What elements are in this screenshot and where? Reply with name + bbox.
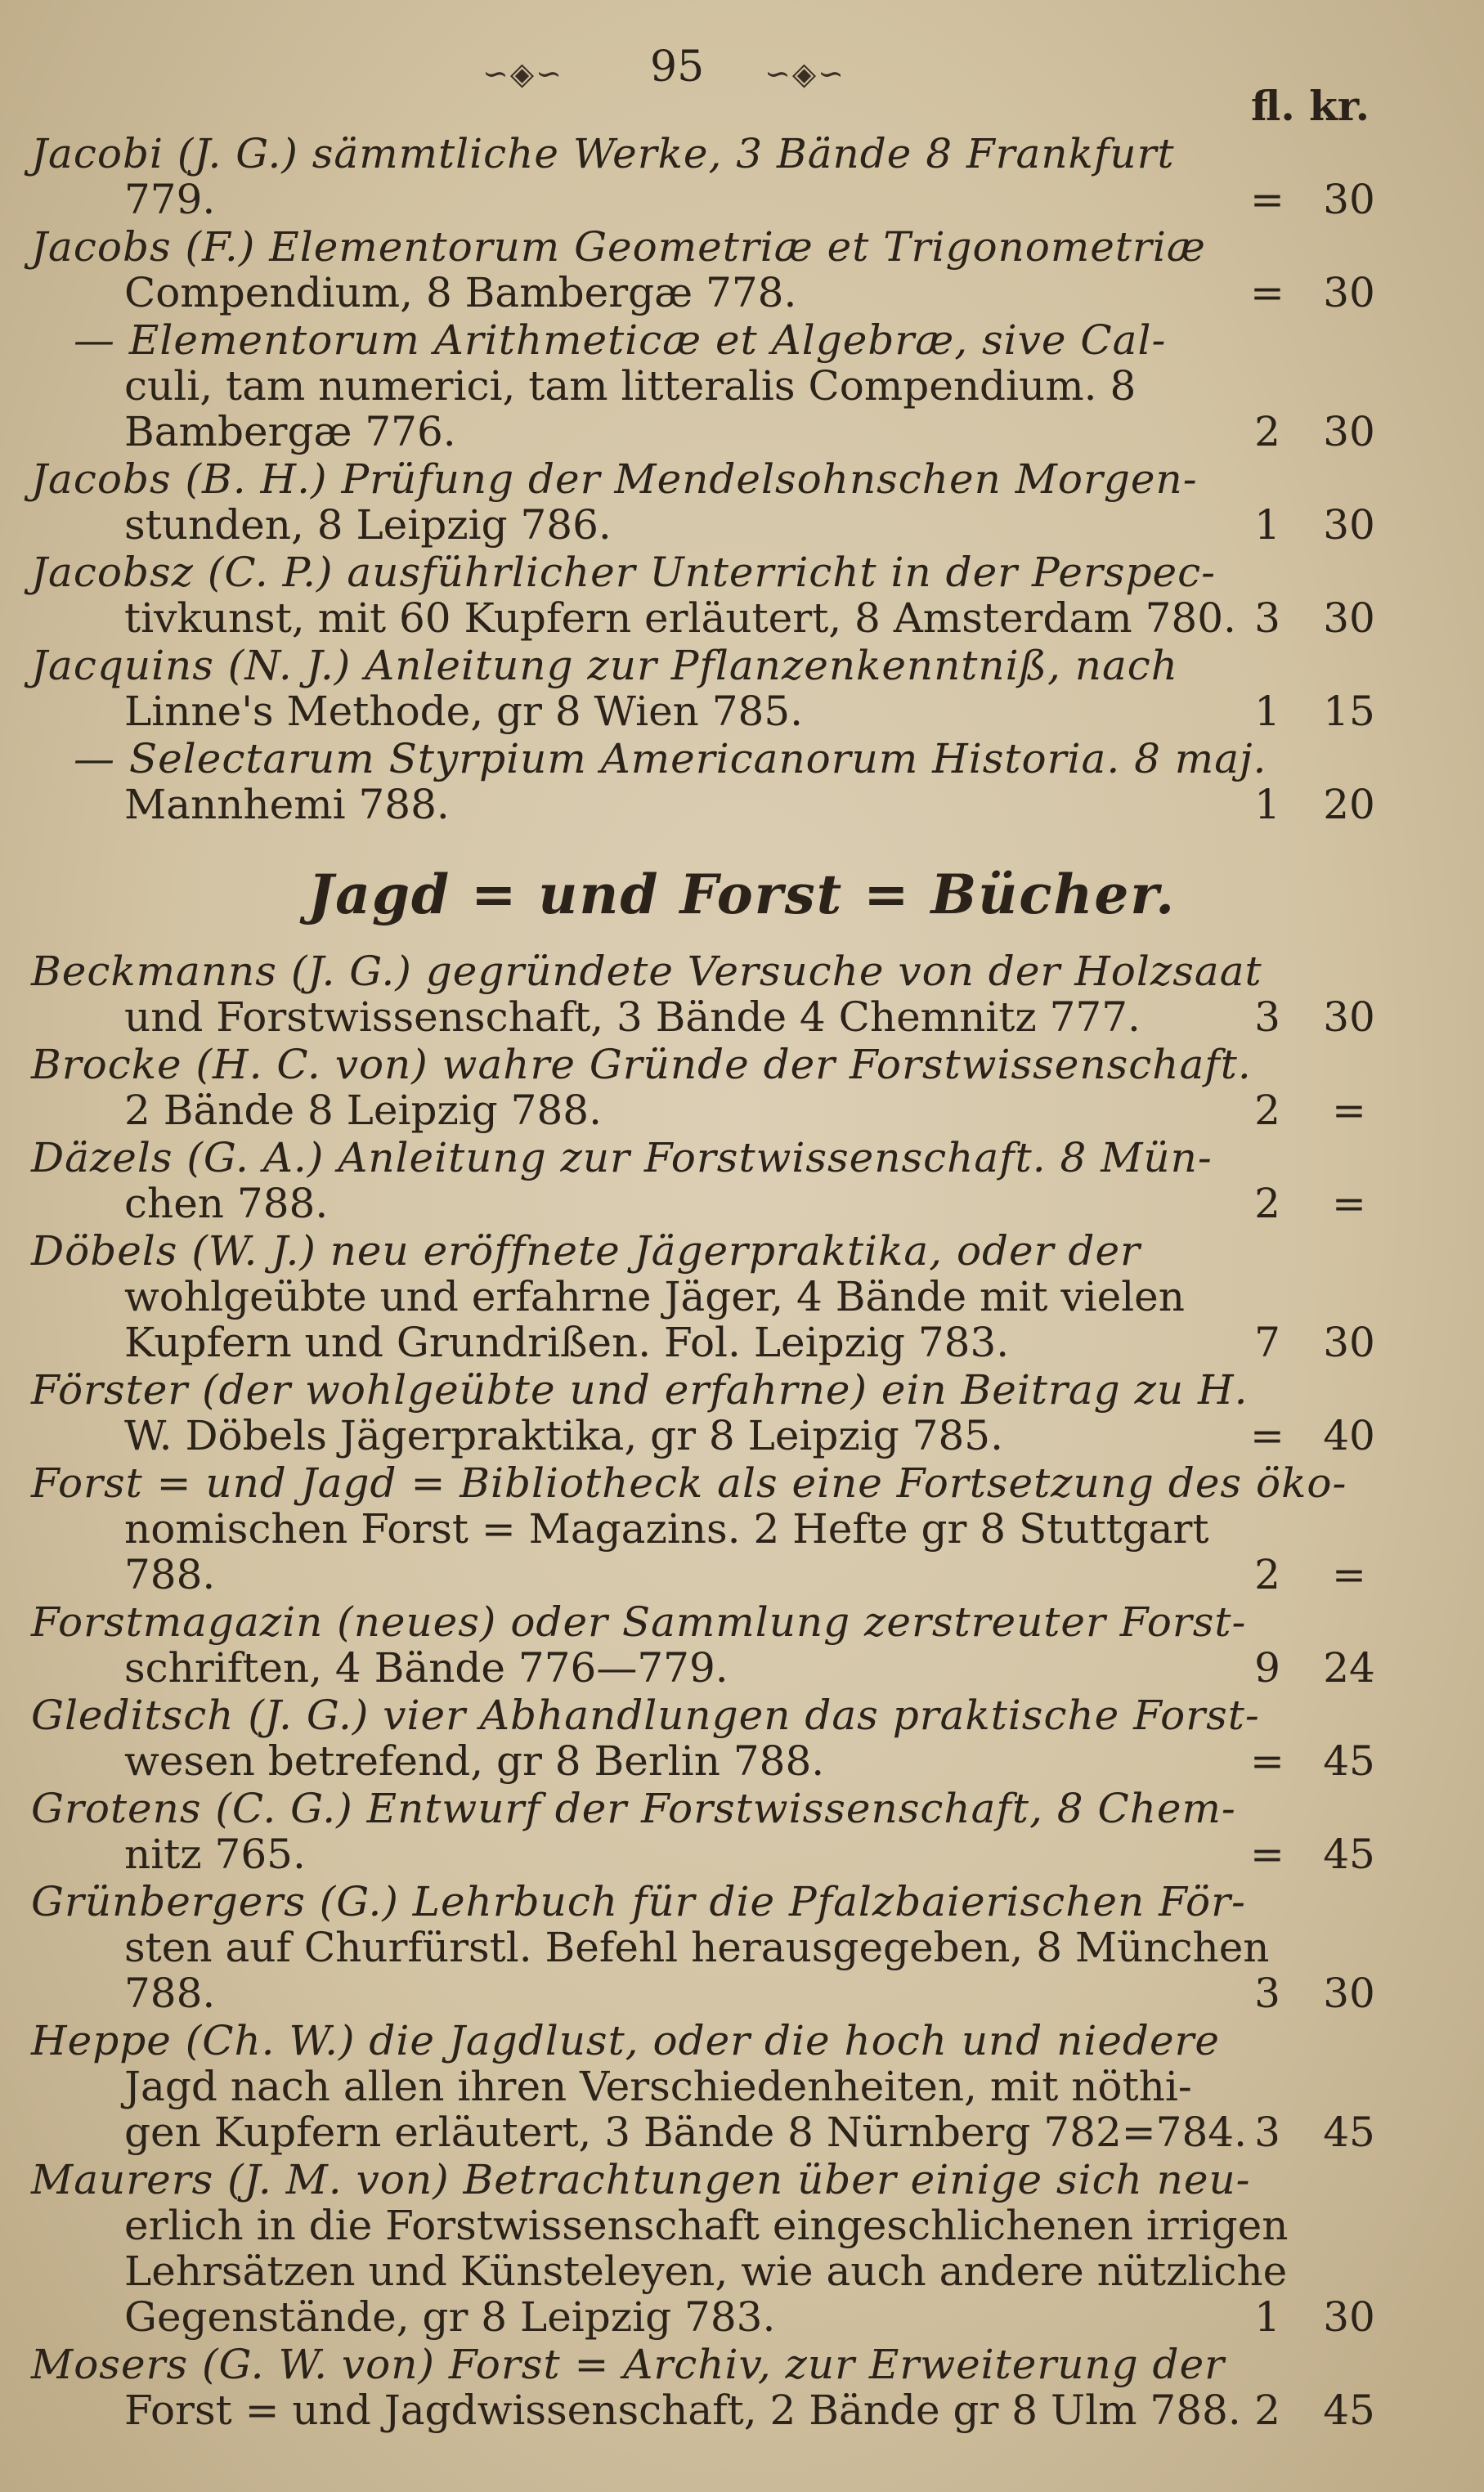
- entry-continuation-line: Linne's Methode, gr 8 Wien 785.: [124, 688, 804, 735]
- price-florin: 3: [1254, 1970, 1280, 2017]
- entry-title-line: Jacquins (N. J.) Anleitung zur Pflanzenkenntniß, nach: [31, 642, 1178, 689]
- entry-continuation-line: tivkunst, mit 60 Kupfern erläutert, 8 Amsterdam 780.: [124, 594, 1236, 642]
- entry-title-line: — Selectarum Styrpium Americanorum Historia. 8 maj.: [74, 735, 1267, 782]
- price-florin: =: [1250, 269, 1284, 316]
- entry-continuation-line: sten auf Churfürstl. Befehl herausgegeben, 8 München: [124, 1924, 1270, 1971]
- entry-title-line: Heppe (Ch. W.) die Jagdlust, oder die hoch und niedere: [31, 2017, 1221, 2064]
- price-kreuzer: 20: [1323, 781, 1375, 828]
- price-kreuzer: 30: [1323, 269, 1375, 316]
- price-florin: 2: [1254, 1087, 1280, 1134]
- entry-title-line: Brocke (H. C. von) wahre Gründe der Forstwissenschaft.: [31, 1041, 1252, 1088]
- entry-continuation-line: 788.: [124, 1551, 216, 1598]
- entry-continuation-line: Kupfern und Grundrißen. Fol. Leipzig 783.: [124, 1319, 1010, 1366]
- price-kreuzer: 30: [1323, 2293, 1375, 2341]
- price-kreuzer: 30: [1323, 408, 1375, 455]
- ornament-left-icon: ∽◈∽: [482, 56, 563, 92]
- entry-title-line: Jacobs (B. H.) Prüfung der Mendelsohnschen Morgen-: [31, 455, 1198, 503]
- entry-continuation-line: wesen betrefend, gr 8 Berlin 788.: [124, 1737, 825, 1785]
- price-florin: =: [1250, 1412, 1284, 1459]
- price-kreuzer: =: [1332, 1551, 1366, 1598]
- entry-continuation-line: 788.: [124, 1970, 216, 2017]
- entry-continuation-line: wohlgeübte und erfahrne Jäger, 4 Bände mit vielen: [124, 1273, 1185, 1320]
- price-florin: 1: [1254, 781, 1280, 828]
- entry-continuation-line: chen 788.: [124, 1180, 329, 1227]
- price-florin: =: [1250, 1737, 1284, 1785]
- entry-title-line: Jacobsz (C. P.) ausführlicher Unterricht in der Perspec-: [31, 549, 1217, 596]
- page-header: [0, 33, 1484, 130]
- entry-continuation-line: Forst = und Jagdwissenschaft, 2 Bände gr 8 Ulm 788.: [124, 2387, 1241, 2434]
- price-florin: 2: [1254, 2387, 1280, 2434]
- price-florin: 1: [1254, 688, 1280, 735]
- entry-title-line: Beckmanns (J. G.) gegründete Versuche von der Holzsaat: [31, 948, 1262, 995]
- entry-title-line: Jacobi (J. G.) sämmtliche Werke, 3 Bände 8 Frankfurt: [31, 130, 1175, 177]
- price-florin: =: [1250, 1831, 1284, 1878]
- price-florin: 3: [1254, 2109, 1280, 2156]
- entry-continuation-line: erlich in die Forstwissenschaft eingeschlichenen irrigen: [124, 2202, 1289, 2249]
- entry-title-line: Grotens (C. G.) Entwurf der Forstwissenschaft, 8 Chem-: [31, 1785, 1236, 1832]
- entry-continuation-line: Gegenstände, gr 8 Leipzig 783.: [124, 2293, 776, 2341]
- price-kreuzer: 24: [1323, 1644, 1375, 1692]
- entry-title-line: Forst = und Jagd = Bibliotheck als eine Fortsetzung des öko-: [31, 1459, 1347, 1507]
- price-florin: 1: [1254, 501, 1280, 549]
- price-florin: 2: [1254, 1551, 1280, 1598]
- price-kreuzer: 15: [1323, 688, 1375, 735]
- price-florin: =: [1250, 176, 1284, 223]
- entry-continuation-line: nomischen Forst = Magazins. 2 Hefte gr 8 Stuttgart: [124, 1505, 1209, 1553]
- entry-title-line: Gleditsch (J. G.) vier Abhandlungen das praktische Forst-: [31, 1692, 1260, 1739]
- entry-title-line: Mosers (G. W. von) Forst = Archiv, zur Erweiterung der: [31, 2341, 1226, 2388]
- price-kreuzer: =: [1332, 1180, 1366, 1227]
- entry-continuation-line: stunden, 8 Leipzig 786.: [124, 501, 612, 549]
- entry-title-line: Döbels (W. J.) neu eröffnete Jägerpraktika, oder der: [31, 1227, 1141, 1275]
- entry-continuation-line: 2 Bände 8 Leipzig 788.: [124, 1087, 603, 1134]
- price-kreuzer: 45: [1323, 1831, 1375, 1878]
- price-kreuzer: 45: [1323, 1737, 1375, 1785]
- price-kreuzer: 45: [1323, 2387, 1375, 2434]
- price-florin: 3: [1254, 993, 1280, 1041]
- entry-continuation-line: 779.: [124, 176, 216, 223]
- ornament-right-icon: ∽◈∽: [764, 56, 845, 92]
- price-kreuzer: 40: [1323, 1412, 1375, 1459]
- price-florin: 7: [1254, 1319, 1280, 1366]
- entry-continuation-line: culi, tam numerici, tam litteralis Compendium. 8: [124, 362, 1137, 410]
- entry-continuation-line: Lehrsätzen und Künsteleyen, wie auch andere nützliche: [124, 2248, 1288, 2295]
- entry-continuation-line: nitz 765.: [124, 1831, 306, 1878]
- entry-title-line: — Elementorum Arithmeticæ et Algebræ, sive Cal-: [74, 316, 1167, 364]
- entry-title-line: Grünbergers (G.) Lehrbuch für die Pfalzbaierischen För-: [31, 1878, 1246, 1925]
- price-florin: 2: [1254, 1180, 1280, 1227]
- entry-continuation-line: Mannhemi 788.: [124, 781, 450, 828]
- price-kreuzer: 30: [1323, 993, 1375, 1041]
- price-florin: 1: [1254, 2293, 1280, 2341]
- entry-continuation-line: gen Kupfern erläutert, 3 Bände 8 Nürnberg 782=784.: [124, 2109, 1247, 2156]
- entry-title-line: Däzels (G. A.) Anleitung zur Forstwissenschaft. 8 Mün-: [31, 1134, 1213, 1181]
- price-kreuzer: =: [1332, 1087, 1366, 1134]
- entry-continuation-line: Compendium, 8 Bambergæ 778.: [124, 269, 797, 316]
- entry-title-line: Jacobs (F.) Elementorum Geometriæ et Trigonometriæ: [31, 223, 1206, 271]
- price-kreuzer: 30: [1323, 594, 1375, 642]
- price-kreuzer: 30: [1323, 1970, 1375, 2017]
- currency-header: fl. kr.: [1251, 82, 1370, 130]
- entry-continuation-line: und Forstwissenschaft, 3 Bände 4 Chemnitz 777.: [124, 993, 1141, 1041]
- price-florin: 9: [1254, 1644, 1280, 1692]
- price-florin: 3: [1254, 594, 1280, 642]
- page-number: 95: [650, 43, 705, 92]
- entry-continuation-line: Jagd nach allen ihren Verschiedenheiten, mit nöthi-: [124, 2063, 1192, 2110]
- price-florin: 2: [1254, 408, 1280, 455]
- price-kreuzer: 45: [1323, 2109, 1375, 2156]
- entry-title-line: Forstmagazin (neues) oder Sammlung zerstreuter Forst-: [31, 1598, 1247, 1646]
- entry-title-line: Maurers (J. M. von) Betrachtungen über einige sich neu-: [31, 2156, 1251, 2203]
- entry-continuation-line: W. Döbels Jägerpraktika, gr 8 Leipzig 785.: [124, 1412, 1003, 1459]
- price-kreuzer: 30: [1323, 176, 1375, 223]
- price-kreuzer: 30: [1323, 1319, 1375, 1366]
- entry-continuation-line: schriften, 4 Bände 776—779.: [124, 1644, 729, 1692]
- section-heading: Jagd = und Forst = Bücher.: [307, 863, 1177, 926]
- price-kreuzer: 30: [1323, 501, 1375, 549]
- entry-title-line: Förster (der wohlgeübte und erfahrne) ein Beitrag zu H.: [31, 1366, 1249, 1414]
- entry-continuation-line: Bambergæ 776.: [124, 408, 456, 455]
